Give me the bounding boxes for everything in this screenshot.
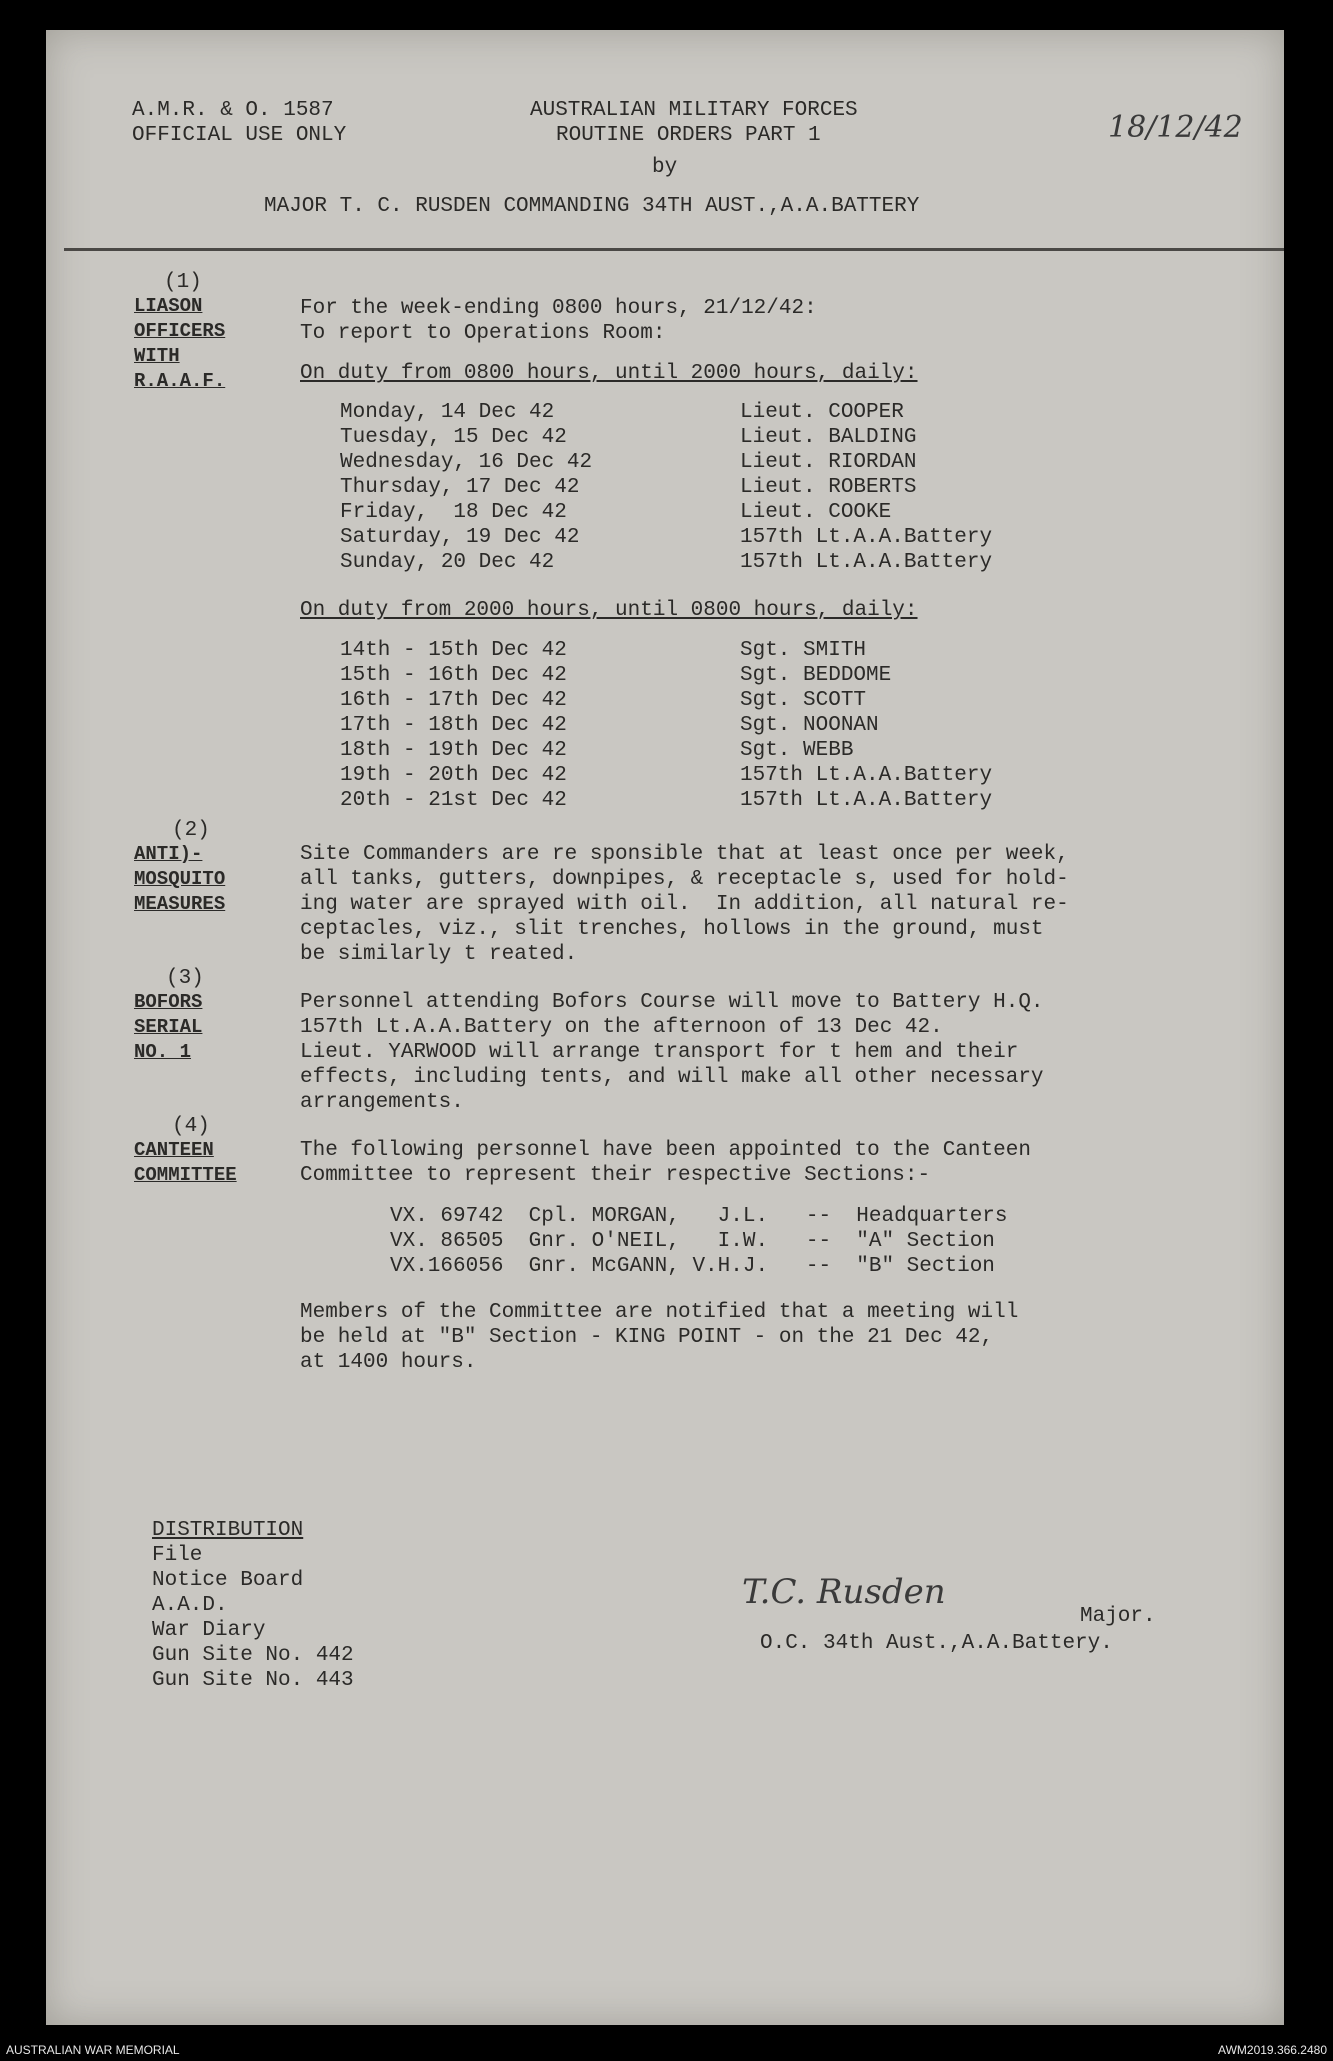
- footer-left: AUSTRALIAN WAR MEMORIAL: [6, 2043, 180, 2057]
- member-row: VX. 69742 Cpl. MORGAN, J.L. -- Headquarters: [390, 1205, 1008, 1228]
- night-duty-name: Sgt. BEDDOME: [740, 664, 892, 687]
- body-line: be similarly t reated.: [300, 943, 578, 966]
- distribution-item: Gun Site No. 443: [152, 1669, 354, 1692]
- signatory-rank: Major.: [1080, 1605, 1156, 1628]
- handwritten-date: 18/12/42: [1108, 110, 1243, 145]
- day-duty-heading: On duty from 0800 hours, until 2000 hours, daily:: [300, 362, 918, 385]
- body-line: ing water are sprayed with oil. In addition, all natural re-: [300, 893, 1069, 916]
- section-1-line-2: To report to Operations Room:: [300, 322, 666, 345]
- distribution-item: Notice Board: [152, 1569, 304, 1592]
- distribution-item: War Diary: [152, 1619, 266, 1642]
- day-duty-date: Friday, 18 Dec 42: [340, 501, 567, 524]
- day-duty-date: Monday, 14 Dec 42: [340, 401, 555, 424]
- night-duty-date: 20th - 21st Dec 42: [340, 789, 567, 812]
- night-duty-name: 157th Lt.A.A.Battery: [740, 764, 993, 787]
- body-line: be held at "B" Section - KING POINT - on the 21 Dec 42,: [300, 1326, 994, 1349]
- section-4-number: (4): [172, 1115, 210, 1138]
- signature: T.C. Rusden: [742, 1572, 946, 1612]
- day-duty-name: Lieut. COOKE: [740, 501, 892, 524]
- section-1-number: (1): [164, 271, 202, 294]
- document-title: AUSTRALIAN MILITARY FORCES: [530, 99, 858, 122]
- section-1-heading: LIASON OFFICERS WITH R.A.A.F.: [134, 295, 226, 392]
- day-duty-name: Lieut. RIORDAN: [740, 451, 917, 474]
- body-line: 157th Lt.A.A.Battery on the afternoon of 13 Dec 42.: [300, 1016, 943, 1039]
- footer-right: AWM2019.366.2480: [1218, 2043, 1327, 2057]
- day-duty-name: Lieut. COOPER: [740, 401, 904, 424]
- night-duty-name: Sgt. WEBB: [740, 739, 854, 762]
- day-duty-name: 157th Lt.A.A.Battery: [740, 526, 993, 549]
- section-1-line-1: For the week-ending 0800 hours, 21/12/42:: [300, 297, 817, 320]
- day-duty-name: 157th Lt.A.A.Battery: [740, 551, 993, 574]
- day-duty-name: Lieut. BALDING: [740, 426, 917, 449]
- day-duty-date: Sunday, 20 Dec 42: [340, 551, 555, 574]
- body-line: at 1400 hours.: [300, 1351, 477, 1374]
- body-line: Members of the Committee are notified that a meeting will: [300, 1301, 1019, 1324]
- night-duty-name: Sgt. SMITH: [740, 639, 867, 662]
- day-duty-date: Wednesday, 16 Dec 42: [340, 451, 593, 474]
- night-duty-date: 16th - 17th Dec 42: [340, 689, 567, 712]
- section-3-heading: BOFORS SERIAL NO. 1: [134, 991, 203, 1063]
- night-duty-date: 14th - 15th Dec 42: [340, 639, 567, 662]
- member-row: VX.166056 Gnr. McGANN, V.H.J. -- "B" Section: [390, 1255, 995, 1278]
- body-line: Site Commanders are re sponsible that at least once per week,: [300, 843, 1069, 866]
- body-line: Lieut. YARWOOD will arrange transport for t hem and their: [300, 1041, 1019, 1064]
- day-duty-date: Thursday, 17 Dec 42: [340, 476, 580, 499]
- night-duty-date: 15th - 16th Dec 42: [340, 664, 567, 687]
- body-line: Committee to represent their respective Sections:-: [300, 1164, 931, 1187]
- header-rule: [64, 248, 1284, 251]
- by-line: by: [652, 156, 678, 179]
- commander-line: MAJOR T. C. RUSDEN COMMANDING 34TH AUST.,A.A.BATTERY: [264, 195, 920, 218]
- body-line: The following personnel have been appointed to the Canteen: [300, 1139, 1031, 1162]
- day-duty-date: Tuesday, 15 Dec 42: [340, 426, 567, 449]
- body-line: arrangements.: [300, 1091, 464, 1114]
- day-duty-name: Lieut. ROBERTS: [740, 476, 917, 499]
- document-page: [46, 30, 1284, 2025]
- distribution-item: File: [152, 1544, 203, 1567]
- classification: OFFICIAL USE ONLY: [132, 124, 347, 147]
- signatory-title: O.C. 34th Aust.,A.A.Battery.: [760, 1632, 1113, 1655]
- night-duty-heading: On duty from 2000 hours, until 0800 hours, daily:: [300, 599, 918, 622]
- body-line: Personnel attending Bofors Course will move to Battery H.Q.: [300, 991, 1044, 1014]
- night-duty-date: 18th - 19th Dec 42: [340, 739, 567, 762]
- section-3-number: (3): [166, 967, 204, 990]
- night-duty-date: 17th - 18th Dec 42: [340, 714, 567, 737]
- section-2-number: (2): [172, 819, 210, 842]
- member-row: VX. 86505 Gnr. O'NEIL, I.W. -- "A" Section: [390, 1230, 995, 1253]
- night-duty-name: 157th Lt.A.A.Battery: [740, 789, 993, 812]
- reference-number: A.M.R. & O. 1587: [132, 99, 334, 122]
- distribution-heading: DISTRIBUTION: [152, 1519, 304, 1542]
- section-4-heading: CANTEEN COMMITTEE: [134, 1139, 237, 1186]
- body-line: ceptacles, viz., slit trenches, hollows in the ground, must: [300, 918, 1044, 941]
- night-duty-name: Sgt. NOONAN: [740, 714, 879, 737]
- section-2-heading: ANTI)- MOSQUITO MEASURES: [134, 843, 226, 915]
- night-duty-date: 19th - 20th Dec 42: [340, 764, 567, 787]
- distribution-item: Gun Site No. 442: [152, 1644, 354, 1667]
- document-subtitle: ROUTINE ORDERS PART 1: [556, 124, 821, 147]
- body-line: all tanks, gutters, downpipes, & receptacle s, used for hold-: [300, 868, 1069, 891]
- day-duty-date: Saturday, 19 Dec 42: [340, 526, 580, 549]
- night-duty-name: Sgt. SCOTT: [740, 689, 867, 712]
- body-line: effects, including tents, and will make all other necessary: [300, 1066, 1044, 1089]
- distribution-item: A.A.D.: [152, 1594, 228, 1617]
